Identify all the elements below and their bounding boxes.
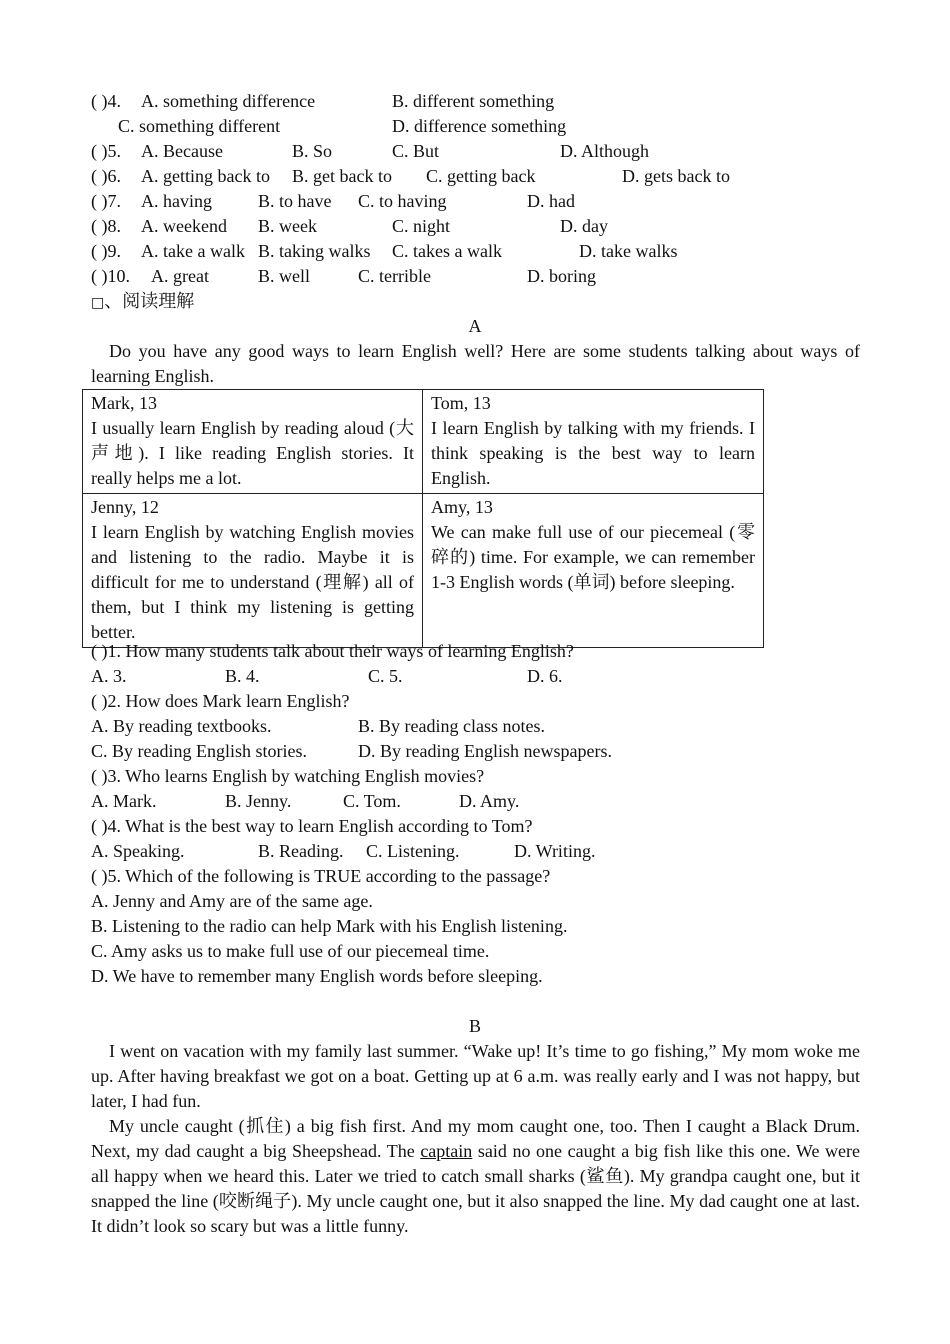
option-d: D. boring [527, 266, 596, 286]
cloze-number: ( )9. [91, 241, 121, 261]
option-a: A. take a walk [141, 241, 245, 261]
section-heading-text: 、阅读理解 [104, 291, 195, 311]
option-b: B. get back to [292, 166, 392, 186]
option-a: A. Speaking. [91, 841, 185, 861]
student-text: I usually learn English by reading aloud (大声地). I like reading English stories. It really helps me a lot. [91, 418, 414, 488]
option-c: C. to having [358, 191, 447, 211]
cloze-number: ( )7. [91, 191, 121, 211]
option-a: A. Jenny and Amy are of the same age. [91, 891, 373, 911]
option-b: B. Listening to the radio can help Mark with his English listening. [91, 916, 568, 936]
option-b: B. By reading class notes. [358, 716, 545, 736]
option-c: C. Amy asks us to make full use of our piecemeal time. [91, 941, 490, 961]
option-b: B. week [258, 216, 317, 236]
passage-a-intro: Do you have any good ways to learn English well? Here are some students talking about ways of learning English. [91, 341, 860, 386]
student-text: We can make full use of our piecemeal (零碎的) time. For example, we can remember 1-3 English words (单词) before sleeping. [431, 522, 755, 592]
table-cell-tom [423, 390, 764, 494]
option-a: A. Mark. [91, 791, 157, 811]
question-3: ( )3. Who learns English by watching English movies? [91, 766, 485, 786]
question-1: ( )1. How many students talk about their ways of learning English? [91, 641, 574, 661]
table-row [83, 494, 764, 648]
underlined-word: captain [420, 1141, 473, 1161]
cloze-number: ( )6. [91, 166, 121, 186]
missing-glyph-box: □ [91, 295, 105, 311]
question-2: ( )2. How does Mark learn English? [91, 691, 350, 711]
option-c: C. Tom. [343, 791, 401, 811]
option-d: D. difference something [392, 116, 567, 136]
paragraph-text: said no one caught a big fish like this one. We were all happy when we heard this. Later we tried to catch small sharks (鲨鱼). My grandpa caught one, but it snapped the line (咬断绳子). My uncle caught one, but it also snapped the line. My dad caught one at last. It didn’t look so scary but was a little funny. [91, 1141, 860, 1236]
option-d: D. take walks [579, 241, 678, 261]
passage-b-paragraph-1: I went on vacation with my family last summer. “Wake up! It’s time to go fishing,” My mom woke me up. After having breakfast we got on a boat. Getting up at 6 a.m. was really early and I was not happy, but later, I had fun. [91, 1041, 860, 1111]
option-a: A. 3. [91, 666, 127, 686]
option-d: D. By reading English newspapers. [358, 741, 612, 761]
option-b: B. taking walks [258, 241, 371, 261]
option-d: D. day [560, 216, 608, 236]
option-d: D. had [527, 191, 575, 211]
option-b: B. well [258, 266, 310, 286]
student-name: Mark, 13 [91, 393, 157, 413]
option-b: B. So [292, 141, 333, 161]
option-a: A. something difference [141, 91, 316, 111]
option-d: D. gets back to [622, 166, 730, 186]
option-d: D. Although [560, 141, 650, 161]
option-d: D. Writing. [514, 841, 596, 861]
table-cell-jenny [83, 494, 423, 648]
option-a: A. getting back to [141, 166, 270, 186]
option-b: B. to have [258, 191, 332, 211]
option-c: C. Listening. [366, 841, 460, 861]
option-d: D. Amy. [459, 791, 520, 811]
student-name: Amy, 13 [431, 497, 493, 517]
passage-b-paragraph-2 [91, 1114, 860, 1239]
option-a: A. By reading textbooks. [91, 716, 272, 736]
cloze-number: ( )4. [91, 91, 121, 111]
question-5: ( )5. Which of the following is TRUE according to the passage? [91, 866, 551, 886]
passage-a-label: A [468, 316, 482, 336]
option-b: B. Reading. [258, 841, 344, 861]
table-cell-amy [423, 494, 764, 648]
option-c: C. 5. [368, 666, 403, 686]
option-c: C. night [392, 216, 451, 236]
paragraph-text: My uncle caught (抓住) a big fish first. And my mom caught one, too. Then I caught a Black Drum. Next, my dad caught a big Sheepshead. The [91, 1116, 860, 1161]
student-text: I learn English by talking with my friends. I think speaking is the best way to learn English. [431, 418, 755, 488]
option-b: B. Jenny. [225, 791, 292, 811]
option-a: A. great [151, 266, 209, 286]
option-d: D. 6. [527, 666, 563, 686]
option-b: B. different something [392, 91, 555, 111]
option-c: C. terrible [358, 266, 431, 286]
option-c: C. takes a walk [392, 241, 502, 261]
question-4: ( )4. What is the best way to learn English according to Tom? [91, 816, 533, 836]
passage-b-label: B [468, 1016, 481, 1036]
student-name: Jenny, 12 [91, 497, 159, 517]
student-text: I learn English by watching English movies and listening to the radio. Maybe it is difficult for me to understand (理解) all of them, but I think my listening is getting better. [91, 522, 414, 642]
option-a: A. Because [141, 141, 223, 161]
cloze-number: ( )5. [91, 141, 121, 161]
table-cell-mark [83, 390, 423, 494]
option-c: C. something different [118, 116, 281, 136]
option-a: A. having [141, 191, 212, 211]
option-c: C. getting back [426, 166, 536, 186]
cloze-number: ( )8. [91, 216, 121, 236]
option-c: C. But [392, 141, 440, 161]
student-ways-table [82, 389, 764, 648]
table-row [83, 390, 764, 494]
section-heading [91, 289, 194, 314]
student-name: Tom, 13 [431, 393, 491, 413]
option-a: A. weekend [141, 216, 227, 236]
option-d: D. We have to remember many English words before sleeping. [91, 966, 543, 986]
cloze-number: ( )10. [91, 266, 130, 286]
option-b: B. 4. [225, 666, 260, 686]
option-c: C. By reading English stories. [91, 741, 307, 761]
